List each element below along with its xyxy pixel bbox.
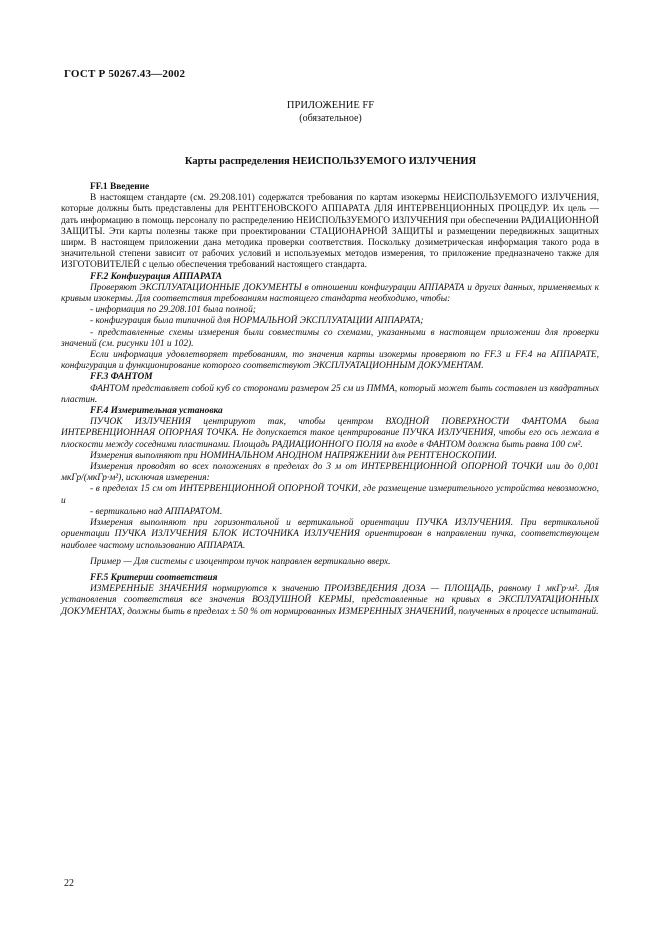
ff4-bullet-1: - в пределах 15 см от ИНТЕРВЕНЦИОННОЙ ОПОРНОЙ ТОЧКИ, где размещение измерительного устройства невозможно, и [61,484,599,506]
section-heading-ff2: FF.2 Конфигурация АППАРАТА [90,271,223,282]
ff4-example: Пример — Для системы с изоцентром пучок направлен вертикально вверх. [90,556,391,567]
ff4-paragraph-4: Измерения выполняют при горизонтальной и вертикальной ориентации ПУЧКА ИЗЛУЧЕНИЯ. При вертикальной ориентации ПУЧКА ИЗЛУЧЕНИЯ БЛОК ИСТОЧНИКА ИЗЛУЧЕНИЯ ориентирован в направлении пучка, соответствующем наиболее частому использованию АППАРАТА. [61,518,599,551]
body-text [61,182,599,618]
ff2-paragraph-1: Проверяют ЭКСПЛУАТАЦИОННЫЕ ДОКУМЕНТЫ в отношении конфигурации АППАРАТА и других данных, применяемых к кривым изокермы. Для соответствия требованиям настоящего стандарта необходимо, чтобы: [61,282,599,305]
ff2-bullet-1: - информация по 29.208.101 была полной; [90,305,256,316]
ff3-paragraph: ФАНТОМ представляет собой куб со сторонами размером 25 см из ПММА, который может быть составлен из квадратных пластин. [61,383,599,405]
ff4-bullet-2: - вертикально над АППАРАТОМ. [90,506,223,517]
appendix-title: ПРИЛОЖЕНИЕ FF [286,100,375,111]
section-heading-ff1: FF.1 Введение [90,182,150,192]
main-title: Карты распределения НЕИСПОЛЬЗУЕМОГО ИЗЛУЧЕНИЯ [184,156,477,167]
ff2-bullet-2: - конфигурация была типичной для НОРМАЛЬНОЙ ЭКСПЛУАТАЦИИ АППАРАТА; [90,316,424,327]
ff1-paragraph: В настоящем стандарте (см. 29.208.101) содержатся требования по картам изокермы НЕИСПОЛЬЗУЕМОГО ИЗЛУЧЕНИЯ, которые должны быть представлены для РЕНТГЕНОВСКОГО АППАРАТА ДЛЯ ИНТЕРВЕНЦИОННЫХ ПРОЦЕДУР. Их цель — дать информацию в помощь персоналу по распределению НЕИСПОЛЬЗУЕМОГО ИЗЛУЧЕНИЯ при обеспечении РАДИАЦИОННОЙ ЗАЩИТЫ. Эти карты полезны также при проектировании СТАЦИОНАРНОЙ ЗАЩИТЫ и размещении передвижных защитных ширм. В настоящем приложении дана методика проверки соответствия. Поскольку дозиметрическая информация такого рода в значительной степени зависит от рабочих условий и используемых методов измерения, то приложение предназначено также для ИЗГОТОВИТЕЛЕЙ с целью обеспечения требований настоящего стандарта. [61,193,599,271]
ff4-paragraph-1: ПУЧОК ИЗЛУЧЕНИЯ центрируют так, чтобы центром ВХОДНОЙ ПОВЕРХНОСТИ ФАНТОМА была ИНТЕРВЕНЦИОННАЯ ОПОРНАЯ ТОЧКА. Не допускается такое центрирование ПУЧКА ИЗЛУЧЕНИЯ, чтобы его ось лежала в плоскости между соседними пластинами. Площадь РАДИАЦИОННОГО ПОЛЯ на входе в ФАНТОМ должна быть равна 100 см². [61,417,599,450]
appendix-subtitle: (обязательное) [299,113,362,124]
section-heading-ff5: FF.5 Критерии соответствия [90,572,218,583]
ff2-paragraph-2: Если информация удовлетворяет требованиям, то значения карты изокермы проверяют по FF.3 и FF.4 на АППАРАТЕ, конфигурация и функционирование которого соответствуют ЭКСПЛУАТАЦИОННЫМ ДОКУМЕНТАМ. [61,350,599,372]
section-heading-ff3: FF.3 ФАНТОМ [90,372,153,383]
standard-header: ГОСТ Р 50267.43—2002 [64,68,186,80]
ff5-paragraph: ИЗМЕРЕННЫЕ ЗНАЧЕНИЯ нормируются к значению ПРОИЗВЕДЕНИЯ ДОЗА — ПЛОЩАДЬ, равному 1 мкГр·м². Для установления соответствия все значения ВОЗДУШНОЙ КЕРМЫ, представленные на кривых в ЭКСПЛУАТАЦИОННЫХ ДОКУМЕНТАХ, должны быть в пределах ± 50 % от нормированных ИЗМЕРЕННЫХ ЗНАЧЕНИЙ, полученных в процессе испытаний. [61,584,599,617]
page-number: 22 [64,878,74,889]
ff2-bullet-3: - представленные схемы измерения были совместимы со схемами, указанными в настоящем приложении для проверки значений (см. рисунки 101 и 102). [61,327,599,349]
ff4-paragraph-2: Измерения выполняют при НОМИНАЛЬНОМ АНОДНОМ НАПРЯЖЕНИИ для РЕНТГЕНОСКОПИИ. [90,450,497,461]
ff4-paragraph-3: Измерения проводят во всех положениях в пределах до 3 м от ИНТЕРВЕНЦИОННОЙ ОПОРНОЙ ТОЧКИ или до 0,001 мкГр/(мкГр·м²), исключая измерения: [61,462,599,484]
section-heading-ff4: FF.4 Измерительная установка [90,406,223,417]
